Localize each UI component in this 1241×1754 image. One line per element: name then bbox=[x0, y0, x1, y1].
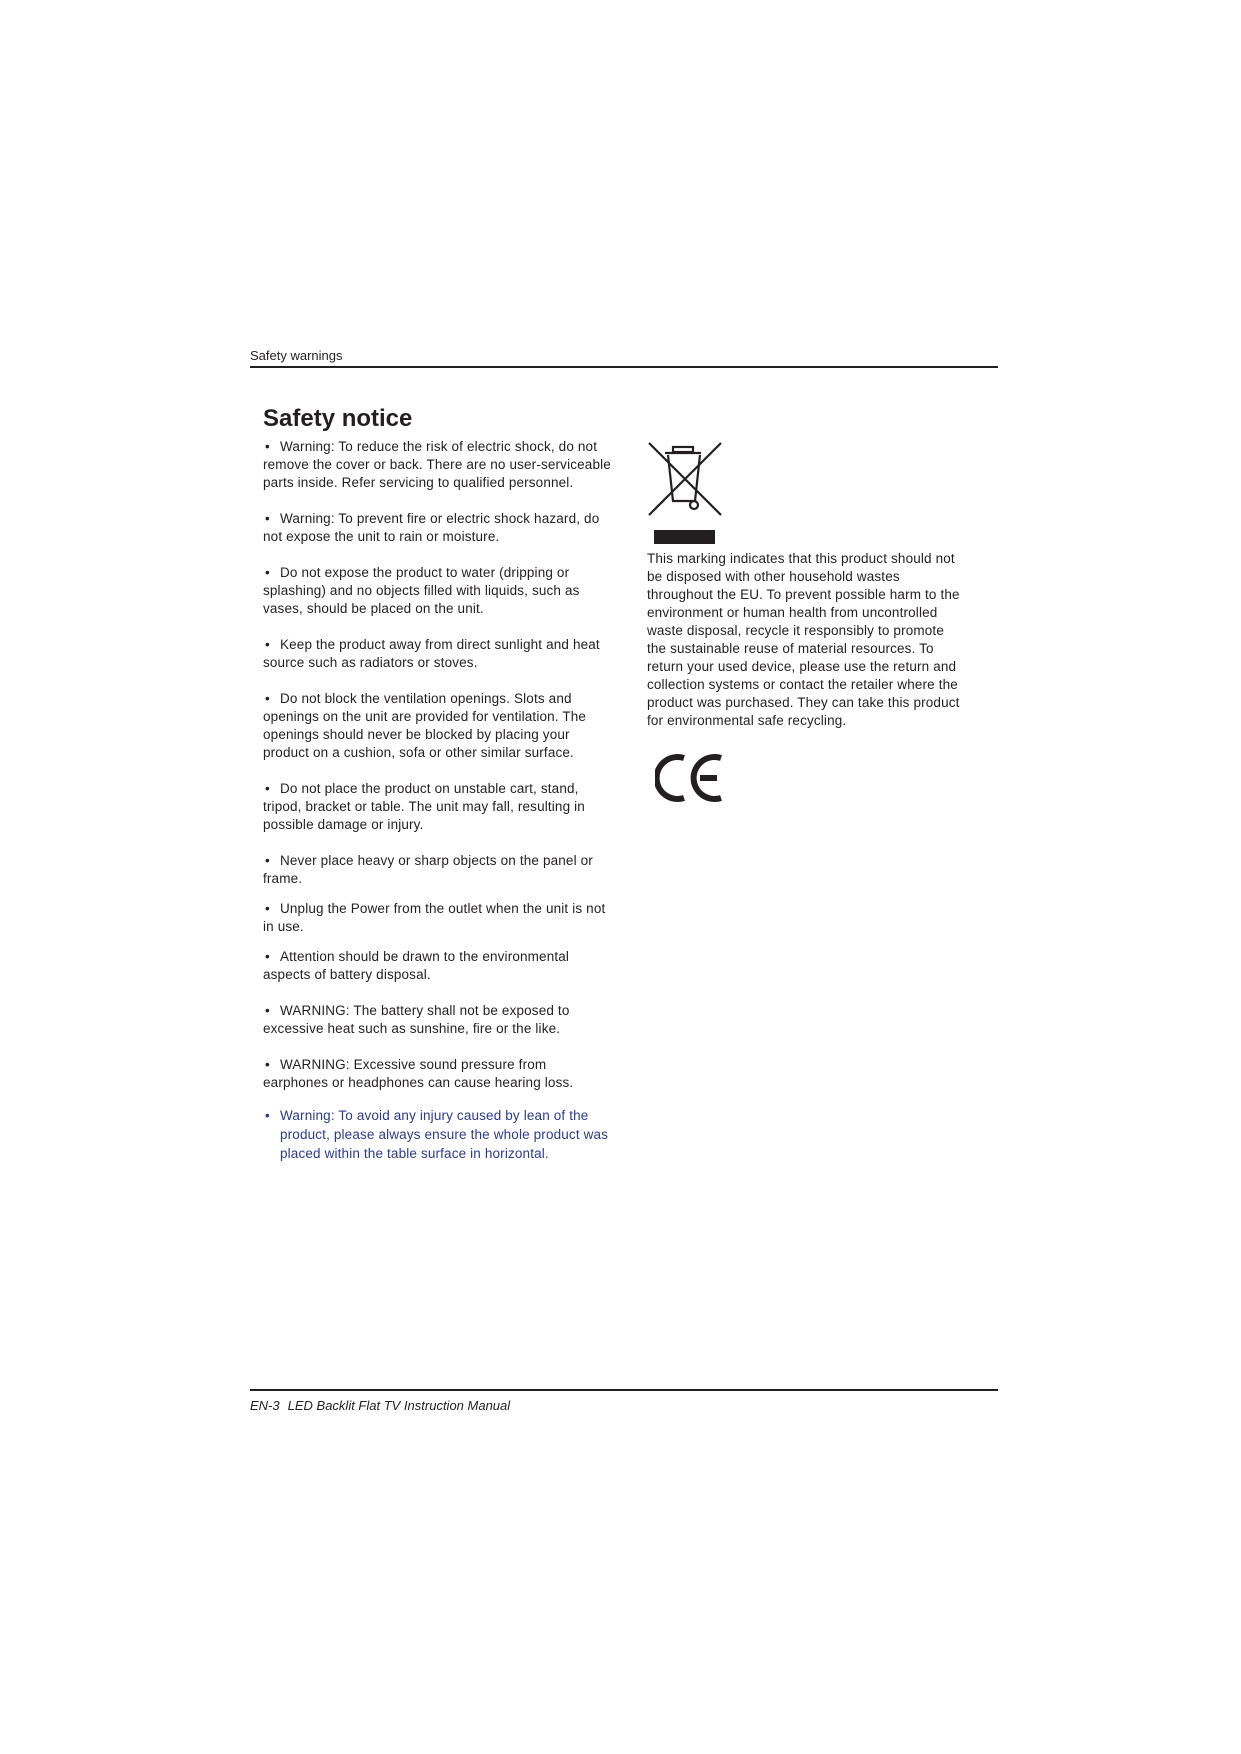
bullet: • bbox=[265, 565, 270, 580]
footer-divider bbox=[250, 1389, 998, 1391]
bullet: • bbox=[265, 1108, 270, 1123]
warning-item bbox=[263, 510, 613, 546]
bin-wheel bbox=[690, 501, 698, 509]
warning-item bbox=[263, 948, 613, 984]
ce-c-stroke bbox=[657, 757, 684, 799]
bullet: • bbox=[265, 637, 270, 652]
warning-text: WARNING: The battery shall not be exposed to excessive heat such as sunshine, fire or the like. bbox=[263, 1003, 570, 1036]
warning-item bbox=[263, 852, 613, 888]
warning-text: Do not place the product on unstable cart, stand, tripod, bracket or table. The unit may fall, resulting in possible damage or injury. bbox=[263, 781, 585, 832]
warning-item bbox=[263, 780, 613, 834]
page-title: Safety notice bbox=[263, 405, 413, 432]
bullet: • bbox=[265, 1003, 270, 1018]
bullet: • bbox=[265, 439, 270, 454]
page-number: EN-3 bbox=[250, 1398, 280, 1413]
warning-item bbox=[263, 438, 613, 492]
warning-text: Warning: To prevent fire or electric shock hazard, do not expose the unit to rain or moisture. bbox=[263, 511, 600, 544]
bullet: • bbox=[265, 781, 270, 796]
warning-text: Warning: To reduce the risk of electric shock, do not remove the cover or back. There are no user-serviceable parts inside. Refer servicing to qualified personnel. bbox=[263, 439, 611, 490]
ce-mark-icon bbox=[655, 752, 725, 804]
bullet: • bbox=[265, 511, 270, 526]
weee-bar bbox=[654, 530, 715, 544]
warning-text: Never place heavy or sharp objects on the panel or frame. bbox=[263, 853, 593, 886]
bin-handle bbox=[673, 447, 693, 452]
warning-text: Do not block the ventilation openings. Slots and openings on the unit are provided for ventilation. The openings should never be blocked by placing your product on a cushion, sofa or other similar surface. bbox=[263, 691, 587, 760]
warning-text: WARNING: Excessive sound pressure from earphones or headphones can cause hearing loss. bbox=[263, 1057, 574, 1090]
lean-warning-item bbox=[263, 1106, 613, 1163]
bullet: • bbox=[265, 949, 270, 964]
warning-item bbox=[263, 564, 613, 618]
crossed-out-wheelie-bin-icon bbox=[647, 441, 723, 517]
warning-item bbox=[263, 900, 613, 936]
warning-text: Do not expose the product to water (dripping or splashing) and no objects filled with liquids, such as vases, should be placed on the unit. bbox=[263, 565, 580, 616]
warning-text: Attention should be drawn to the environmental aspects of battery disposal. bbox=[263, 949, 570, 982]
warning-item bbox=[263, 690, 613, 762]
warning-item bbox=[263, 636, 613, 672]
warning-item bbox=[263, 1002, 613, 1038]
safety-notice-column bbox=[263, 404, 613, 1181]
bullet: • bbox=[265, 691, 270, 706]
lean-warning-text: Warning: To avoid any injury caused by lean of the product, please always ensure the whole product was placed within the table surface in horizontal. bbox=[280, 1108, 609, 1161]
warning-text: Keep the product away from direct sunlight and heat source such as radiators or stoves. bbox=[263, 637, 600, 670]
warning-text: Unplug the Power from the outlet when the unit is not in use. bbox=[263, 901, 606, 934]
section-label: Safety warnings bbox=[250, 348, 343, 363]
bullet: • bbox=[265, 1057, 270, 1072]
page-footer bbox=[250, 1398, 510, 1413]
weee-description: This marking indicates that this product should not be disposed with other household wastes throughout the EU. To prevent possible harm to the environment or human health from uncontrolled waste disposal, recycle it responsibly to promote the sustainable reuse of material resources. To return your used device, please use the return and collection systems or contact the retailer where the product was purchased. They can take this product for environmental safe recycling. bbox=[647, 551, 960, 728]
bullet: • bbox=[265, 901, 270, 916]
weee-column bbox=[647, 441, 967, 809]
bullet: • bbox=[265, 853, 270, 868]
warning-item bbox=[263, 1056, 613, 1092]
manual-title: LED Backlit Flat TV Instruction Manual bbox=[287, 1398, 511, 1413]
header-divider bbox=[250, 366, 998, 368]
